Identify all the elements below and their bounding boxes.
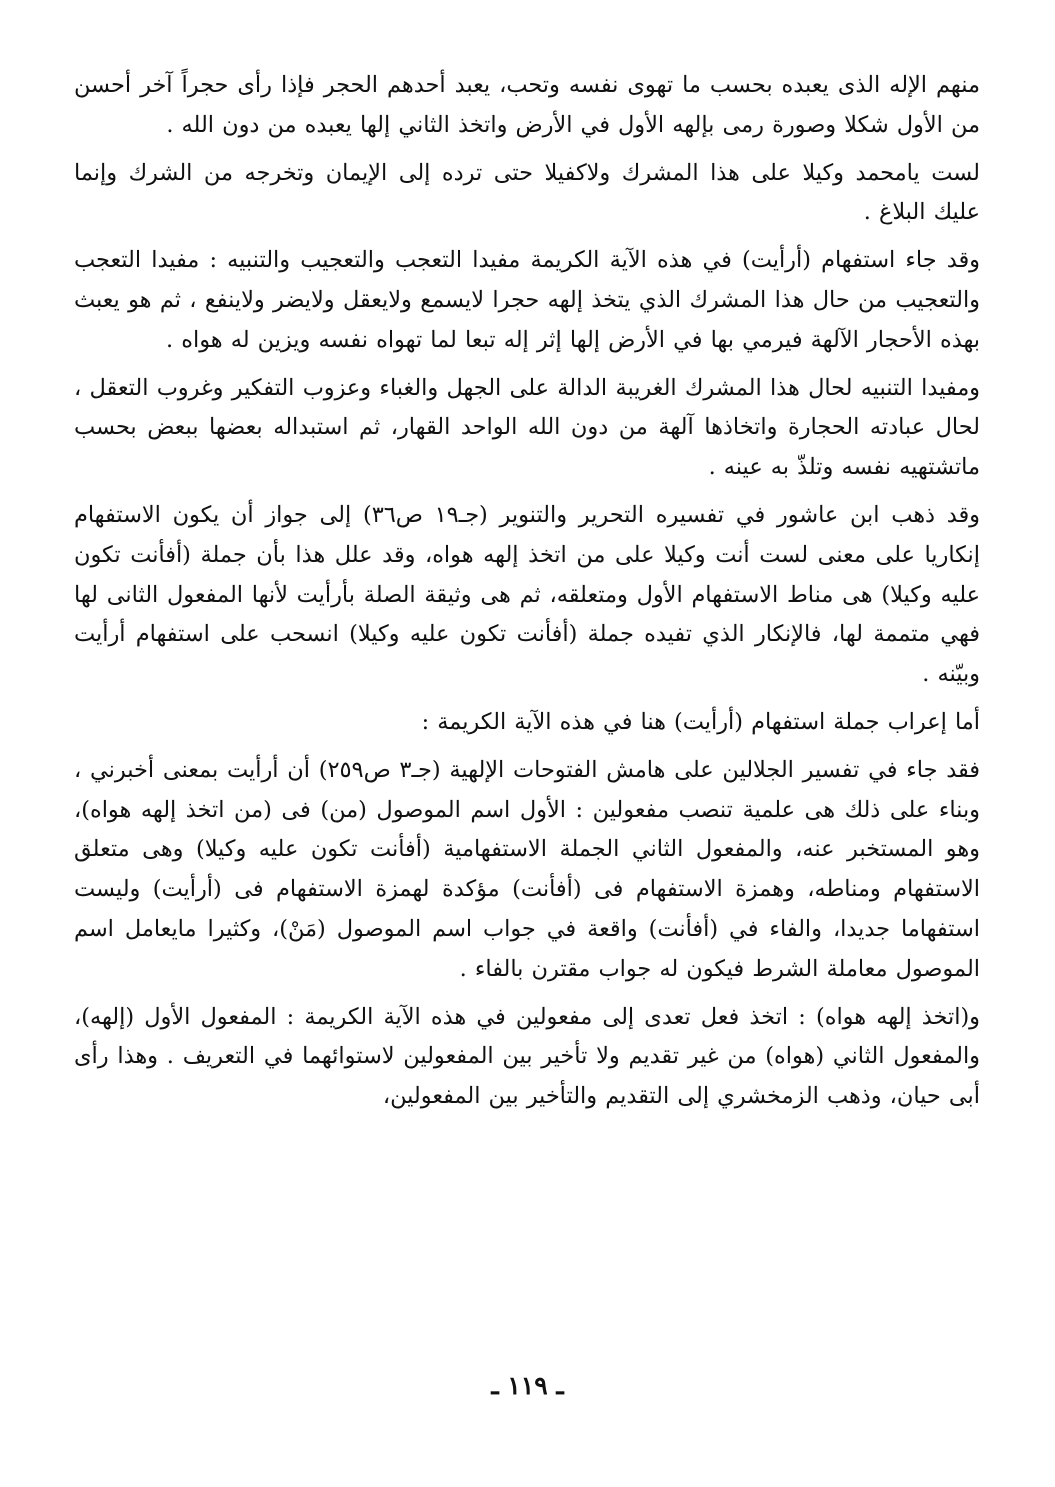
paragraph-1: منهم الإله الذى يعبده بحسب ما تهوى نفسه وتحب، يعبد أحدهم الحجر فإذا رأى حجراً آخر أحسن من الأول شكلا وصورة رمى بإلهه الأول في الأرض واتخذ الثاني إلها يعبده من دون الله . [74, 72, 980, 138]
paragraph-4: ومفيدا التنبيه لحال هذا المشرك الغريبة الدالة على الجهل والغباء وعزوب التفكير وغروب التعقل ، لحال عبادته الحجارة واتخاذها آلهة من دون الله الواحد القهار، ثم استبداله بعضها ببعض بحسب ماتشتهيه نفسه وتلذّ به عينه . [74, 374, 980, 481]
paragraph-3: وقد جاء استفهام (أرأيت) في هذه الآية الكريمة مفيدا التعجب والتعجيب والتنبيه : مفيدا التعجب والتعجيب من حال هذا المشرك الذي يتخذ إلهه حجرا لايسمع ولايعقل ولايضر ولاينفع ، ثم هو يعبث بهذه الأحجار الآلهة فيرمي بها في الأرض إلها إثر إله تبعا لما تهواه نفسه ويزين له هواه . [74, 247, 980, 353]
paragraph-8: و(اتخذ إلهه هواه) : اتخذ فعل تعدى إلى مفعولين في هذه الآية الكريمة : المفعول الأول (إلهه)، والمفعول الثاني (هواه) من غير تقديم ولا تأخير بين المفعولين لاستوائهما في التعريف . وهذا رأى أبى حيان، وذهب الزمخشري إلى التقديم والتأخير بين المفعولين، [74, 1003, 980, 1110]
paragraph-5: وقد ذهب ابن عاشور في تفسيره التحرير والتنوير (جـ١٩ ص٣٦) إلى جواز أن يكون الاستفهام إنكاريا على معنى لست أنت وكيلا على من اتخذ إلهه هواه، وقد علل هذا بأن جملة (أفأنت تكون عليه وكيلا) هى مناط الاستفهام الأول ومتعلقه، ثم هى وثيقة الصلة بأرأيت لأنها المفعول الثانى لها فهي متممة لها، فالإنكار الذي تفيده جملة (أفأنت تكون عليه وكيلا) انسحب على استفهام أرأيت وبيّنه . [74, 501, 980, 688]
paragraph-6: أما إعراب جملة استفهام (أرأيت) هنا في هذه الآية الكريمة : [421, 708, 980, 735]
page-body [74, 66, 980, 1326]
paragraph-2: لست يامحمد وكيلا على هذا المشرك ولاكفيلا حتى ترده إلى الإيمان وتخرجه من الشرك وإنما عليك البلاغ . [74, 159, 980, 226]
paragraph-7: فقد جاء في تفسير الجلالين على هامش الفتوحات الإلهية (جـ٣ ص٢٥٩) أن أرأيت بمعنى أخبرني ، وبناء على ذلك هى علمية تنصب مفعولين : الأول اسم الموصول (من) فى (من اتخذ إلهه هواه)، وهو المستخبر عنه، والمفعول الثاني الجملة الاستفهامية (أفأنت تكون عليه وكيلا) وهى متعلق الاستفهام ومناطه، وهمزة الاستفهام فى (أفأنت) مؤكدة لهمزة الاستفهام فى (أرأيت) وليست استفهاما جديدا، والفاء في (أفأنت) واقعة في جواب اسم الموصول (مَنْ)، وكثيرا مايعامل اسم الموصول معاملة الشرط فيكون له جواب مقترن بالفاء . [74, 756, 980, 982]
page-number: ـ ١١٩ ـ [491, 1371, 564, 1400]
